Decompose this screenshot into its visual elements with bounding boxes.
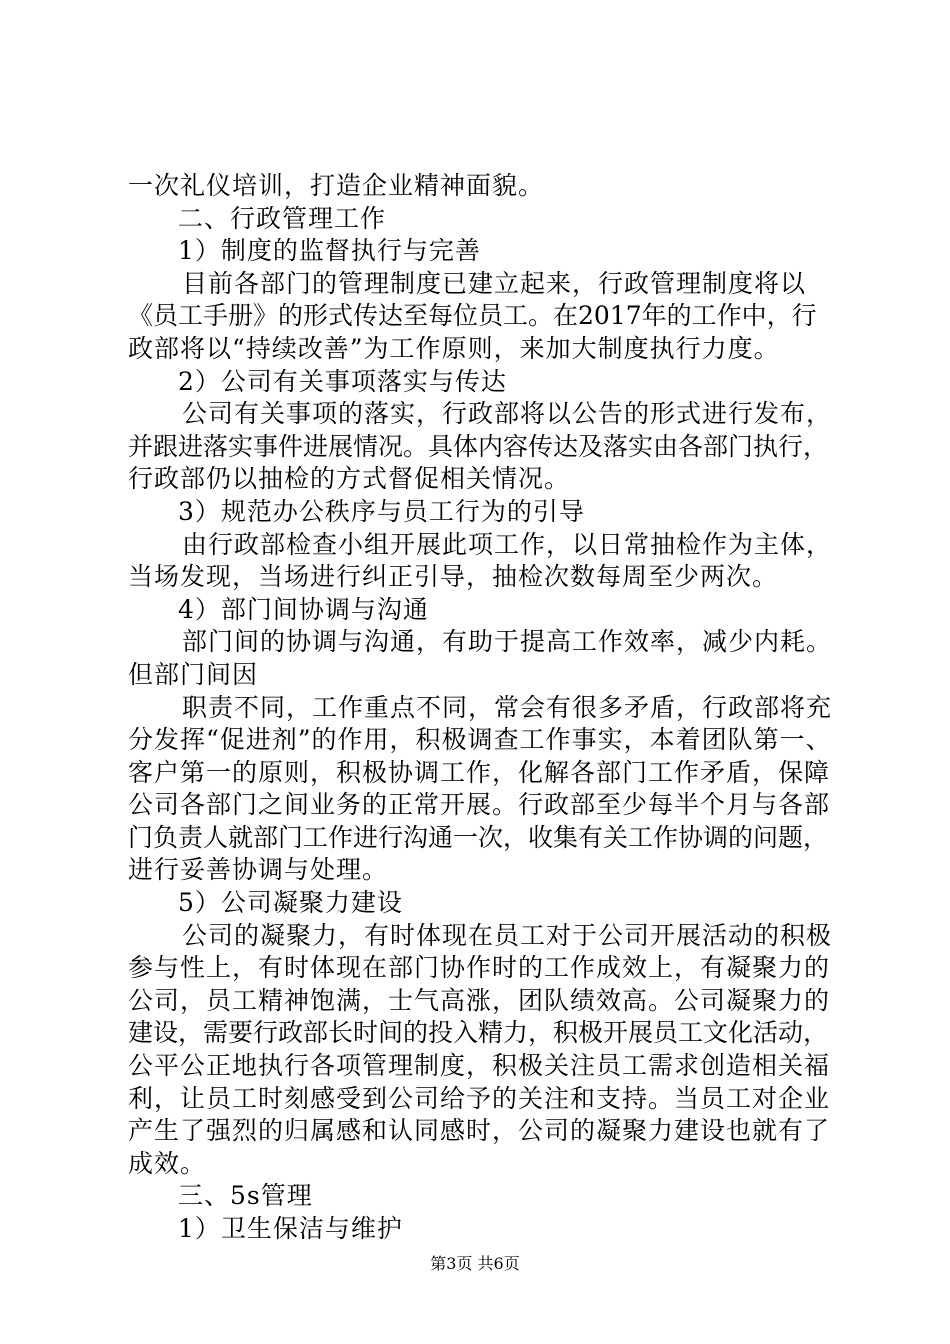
text-line: 当场发现，当场进行纠正引导，抽检次数每周至少两次。 (128, 562, 779, 592)
text-line: 分发挥“促进剂”的作用，积极调查工作事实，本着团队第一、 (128, 725, 832, 755)
text-line: 1）制度的监督执行与完善 (178, 236, 481, 266)
text-line: 进行妥善协调与处理。 (128, 855, 389, 885)
text-line: 成效。 (128, 1148, 207, 1178)
text-line: 但部门间因 (128, 659, 259, 689)
text-line: 政部将以“持续改善”为工作原则，来加大制度执行力度。 (128, 333, 780, 363)
text-line: 部门间的协调与沟通，有助于提高工作效率，减少内耗。 (182, 627, 833, 657)
text-line: 门负责人就部门工作进行沟通一次，收集有关工作协调的问题， (128, 822, 829, 852)
text-line: 4）部门间协调与沟通 (178, 594, 429, 624)
text-line: 参与性上，有时体现在部门协作时的工作成效上，有凝聚力的 (128, 953, 831, 983)
text-line: 并跟进落实事件进展情况。具体内容传达及落实由各部门执行， (128, 431, 829, 461)
text-line: 客户第一的原则，积极协调工作，化解各部门工作矛盾，保障 (128, 757, 831, 787)
text-line: 二、行政管理工作 (178, 203, 387, 233)
text-line: 5）公司凝聚力建设 (178, 888, 403, 918)
text-line: 公司各部门之间业务的正常开展。行政部至少每半个月与各部 (128, 790, 831, 820)
document-body (128, 170, 833, 1246)
text-line: 公司有关事项的落实，行政部将以公告的形式进行发布， (182, 399, 833, 429)
page-footer: 第3页 共6页 (430, 1254, 520, 1273)
text-line: 一次礼仪培训，打造企业精神面貌。 (128, 171, 545, 200)
text-line: 公司的凝聚力，有时体现在员工对于公司开展活动的积极 (182, 920, 833, 950)
text-line: 产生了强烈的归属感和认同感时，公司的凝聚力建设也就有了 (128, 1116, 831, 1146)
text-line: 公司，员工精神饱满，士气高涨，团队绩效高。公司凝聚力的 (128, 985, 831, 1015)
text-line: 3）规范办公秩序与员工行为的引导 (178, 496, 585, 526)
text-line: 公平公正地执行各项管理制度，积极关注员工需求创造相关福 (128, 1051, 831, 1081)
text-line: 职责不同，工作重点不同，常会有很多矛盾，行政部将充 (182, 692, 833, 722)
text-line: 目前各部门的管理制度已建立起来，行政管理制度将以 (182, 268, 807, 298)
text-line: 建设，需要行政部长时间的投入精力，积极开展员工文化活动， (128, 1018, 829, 1048)
text-line: 由行政部检查小组开展此项工作，以日常抽检作为主体， (182, 529, 833, 559)
text-line: 《员工手册》的形式传达至每位员工。在2017年的工作中，行 (128, 301, 817, 331)
text-line: 三、5s管理 (178, 1181, 313, 1211)
text-line: 2）公司有关事项落实与传达 (178, 366, 507, 396)
text-line: 利，让员工时刻感受到公司给予的关注和支持。当员工对企业 (128, 1083, 831, 1113)
text-line: 行政部仍以抽检的方式督促相关情况。 (128, 464, 571, 494)
text-line: 1）卫生保洁与维护 (178, 1214, 403, 1243)
